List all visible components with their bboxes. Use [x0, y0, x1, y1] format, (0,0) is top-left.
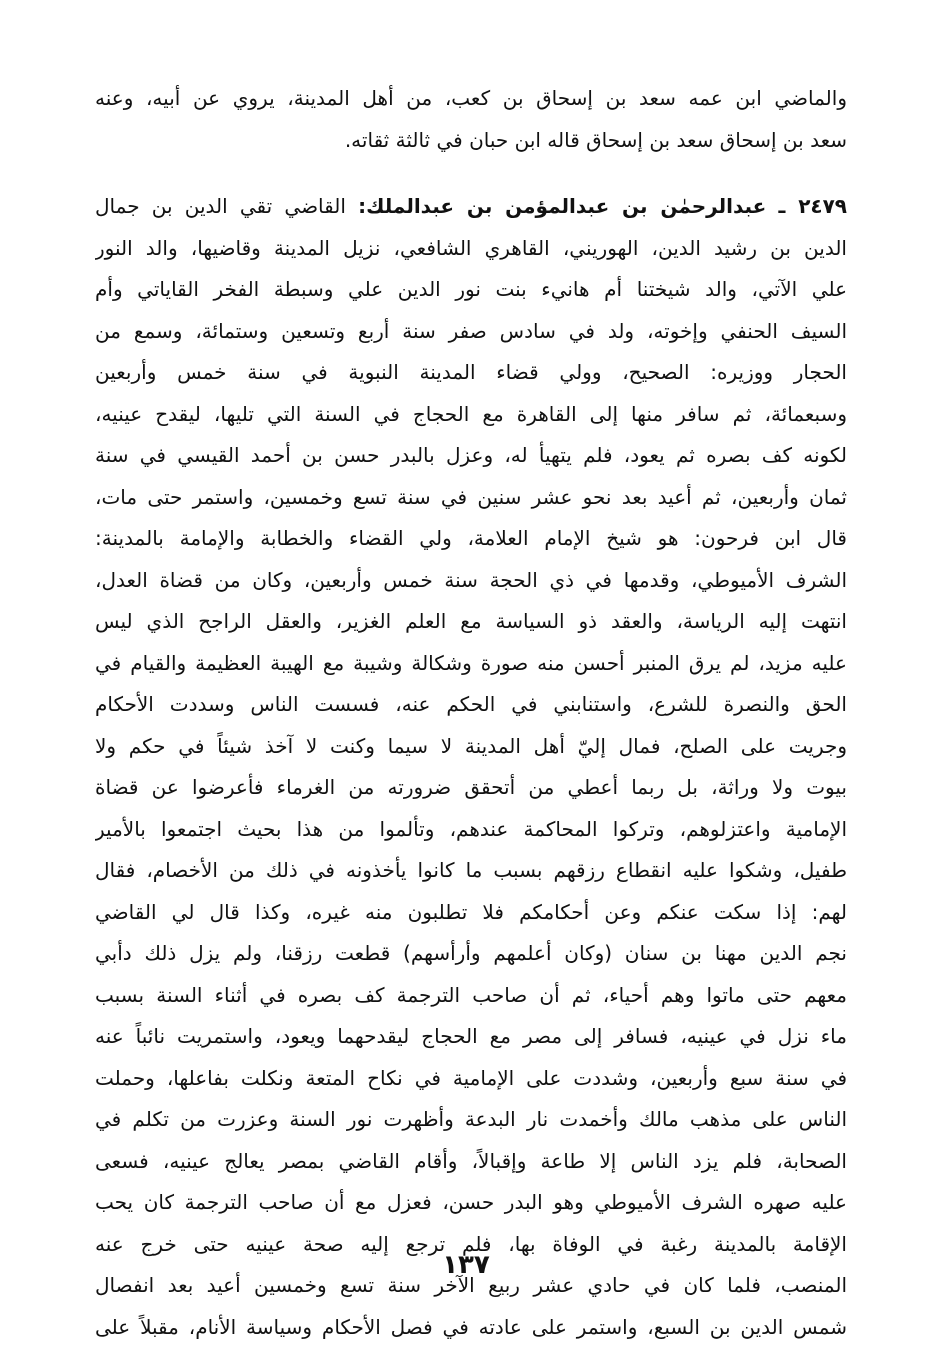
entry-line: بيوت ولا وراثة، بل ربما أعطي من أتحقق ضرورته من الغرماء فأعرضوا عن قضاة	[95, 775, 847, 799]
entry-line: ماء نزل في عينيه، فسافر إلى مصر مع الحجاج ليقدحهما ويعود، واستمريت نائباً عنه	[95, 1024, 847, 1048]
entry-line: الحق والنصرة للشرع، واستنابني في الحكم عنه، فسست الناس وسددت الأحكام	[95, 692, 847, 716]
entry-line: في سنة سبع وأربعين، وشددت على الإمامية في نكاح المتعة ونكلت بفاعلها، وحملت	[95, 1065, 847, 1090]
entry-heading-rest: القاضي تقي الدين بن جمال	[95, 194, 346, 218]
entry-line: الشرف الأميوطي، وقدمها في ذي الحجة سنة خمس وأربعين، وكان من قضاة العدل،	[95, 567, 847, 592]
entry-line: وجريت على الصلح، فمال إليّ أهل المدينة لا سيما وكنت لا آخذ شيئاً في حكم ولا	[95, 733, 847, 758]
intro-line: والماضي ابن عمه سعد بن إسحاق بن كعب، من أهل المدينة، يروي عن أبيه، وعنه	[95, 86, 847, 110]
entry-line: وسبعمائة، ثم سافر منها إلى القاهرة مع الحجاج في السنة التي تليها، ليقدح عينيه،	[95, 401, 847, 426]
entry-line: علي الآتي، والد شيختنا أم هانيء بنت نور الدين علي وسبطة الفخر القاياتي وأم	[95, 277, 847, 301]
entry-number: ٢٤٧٩ ـ	[778, 194, 847, 218]
entry-line: الإمامية واعتزلوهم، وتركوا المحاكمة عندهم، وتألموا من هذا بحيث اجتمعوا بالأمير	[95, 816, 847, 841]
biography-entry	[95, 186, 847, 1348]
entry-line: الصحابة، فلم يزد الناس إلا طاعة وإقبالاً، وأقام القاضي بمصر يعالج عينيه، فسعى	[95, 1148, 847, 1173]
entry-line: الحجار ووزيره: الصحيح، وولي قضاء المدينة النبوية في سنة خمس وأربعين	[95, 360, 847, 384]
entry-line: عليه مزيد، لم يرق المنبر أحسن منه صورة وشكالة وشيبة مع الهيبة العظيمة والقيام في	[95, 650, 847, 675]
entry-line: الدين بن رشيد الدين، الهوريني، القاهري الشافعي، نزيل المدينة وقاضيها، والد النور	[95, 235, 847, 260]
entry-heading	[95, 186, 847, 228]
entry-line: لهم: إذا سكت عنكم وعن أحكامكم فلا تطلبون منه غيره، وكذا قال لي القاضي	[95, 899, 847, 924]
entry-line: ثمان وأربعين، ثم أعيد بعد نحو عشر سنين في سنة تسع وخمسين، واستمر حتى مات،	[95, 484, 847, 509]
intro-paragraph	[95, 78, 847, 161]
entry-line: معهم حتى ماتوا وهم أحياء، ثم أن صاحب الترجمة كف بصره في أثناء السنة بسبب	[95, 982, 847, 1007]
entry-line: قال ابن فرحون: هو شيخ الإمام العلامة، ولي القضاء والخطابة والإمامة بالمدينة:	[95, 526, 847, 550]
entry-line: طفيل، وشكوا عليه انقطاع رزقهم بسبب ما كانوا يأخذونه في ذلك من الأخصام، فقال	[95, 858, 847, 882]
entry-line: عليه صهره الشرف الأميوطي وهو البدر حسن، فعزل مع أن صاحب الترجمة كان يحب	[95, 1190, 847, 1214]
page-number: ١٣٧	[442, 1250, 490, 1280]
entry-line: الإقامة بالمدينة رغبة في الوفاة بها، فلم ترجع إليه صحة عينيه حتى خرج عنه	[95, 1231, 847, 1256]
entry-line: المنصب، فلما كان في حادي عشر ربيع الآخر سنة تسع وخمسين أعيد بعد انفصال	[95, 1273, 847, 1297]
entry-line: شمس الدين بن السبع، واستمر على عادته في فصل الأحكام وسياسة الأنام، مقبلاً على	[95, 1314, 847, 1339]
entry-line: الناس على مذهب مالك وأخمدت نار البدعة وأظهرت نور السنة وعزرت من تكلم في	[95, 1107, 847, 1131]
entry-line: نجم الدين مهنا بن سنان (وكان أعلمهم وأرأسهم) قطعت رزقنا، ولم يزل ذلك دأبي	[95, 941, 847, 965]
entry-line: السيف الحنفي وإخوته، ولد في سادس صفر سنة أربع وتسعين وستمائة، وسمع من	[95, 318, 847, 343]
entry-line: انتهت إليه الرياسة، والعقد ذو السياسة مع العلم الغزير، والعقل الراجح الذي ليس	[95, 609, 847, 633]
entry-line: لكونه كف بصره ثم يعود، فلم يتهيأ له، وعزل بالبدر حسن بن أحمد القيسي في سنة	[95, 443, 847, 467]
entry-name: عبدالرحمٰن بن عبدالمؤمن بن عبدالملك:	[358, 194, 767, 218]
intro-line: سعد بن إسحاق سعد بن إسحاق قاله ابن حبان في ثالثة ثقاته.	[344, 127, 847, 152]
